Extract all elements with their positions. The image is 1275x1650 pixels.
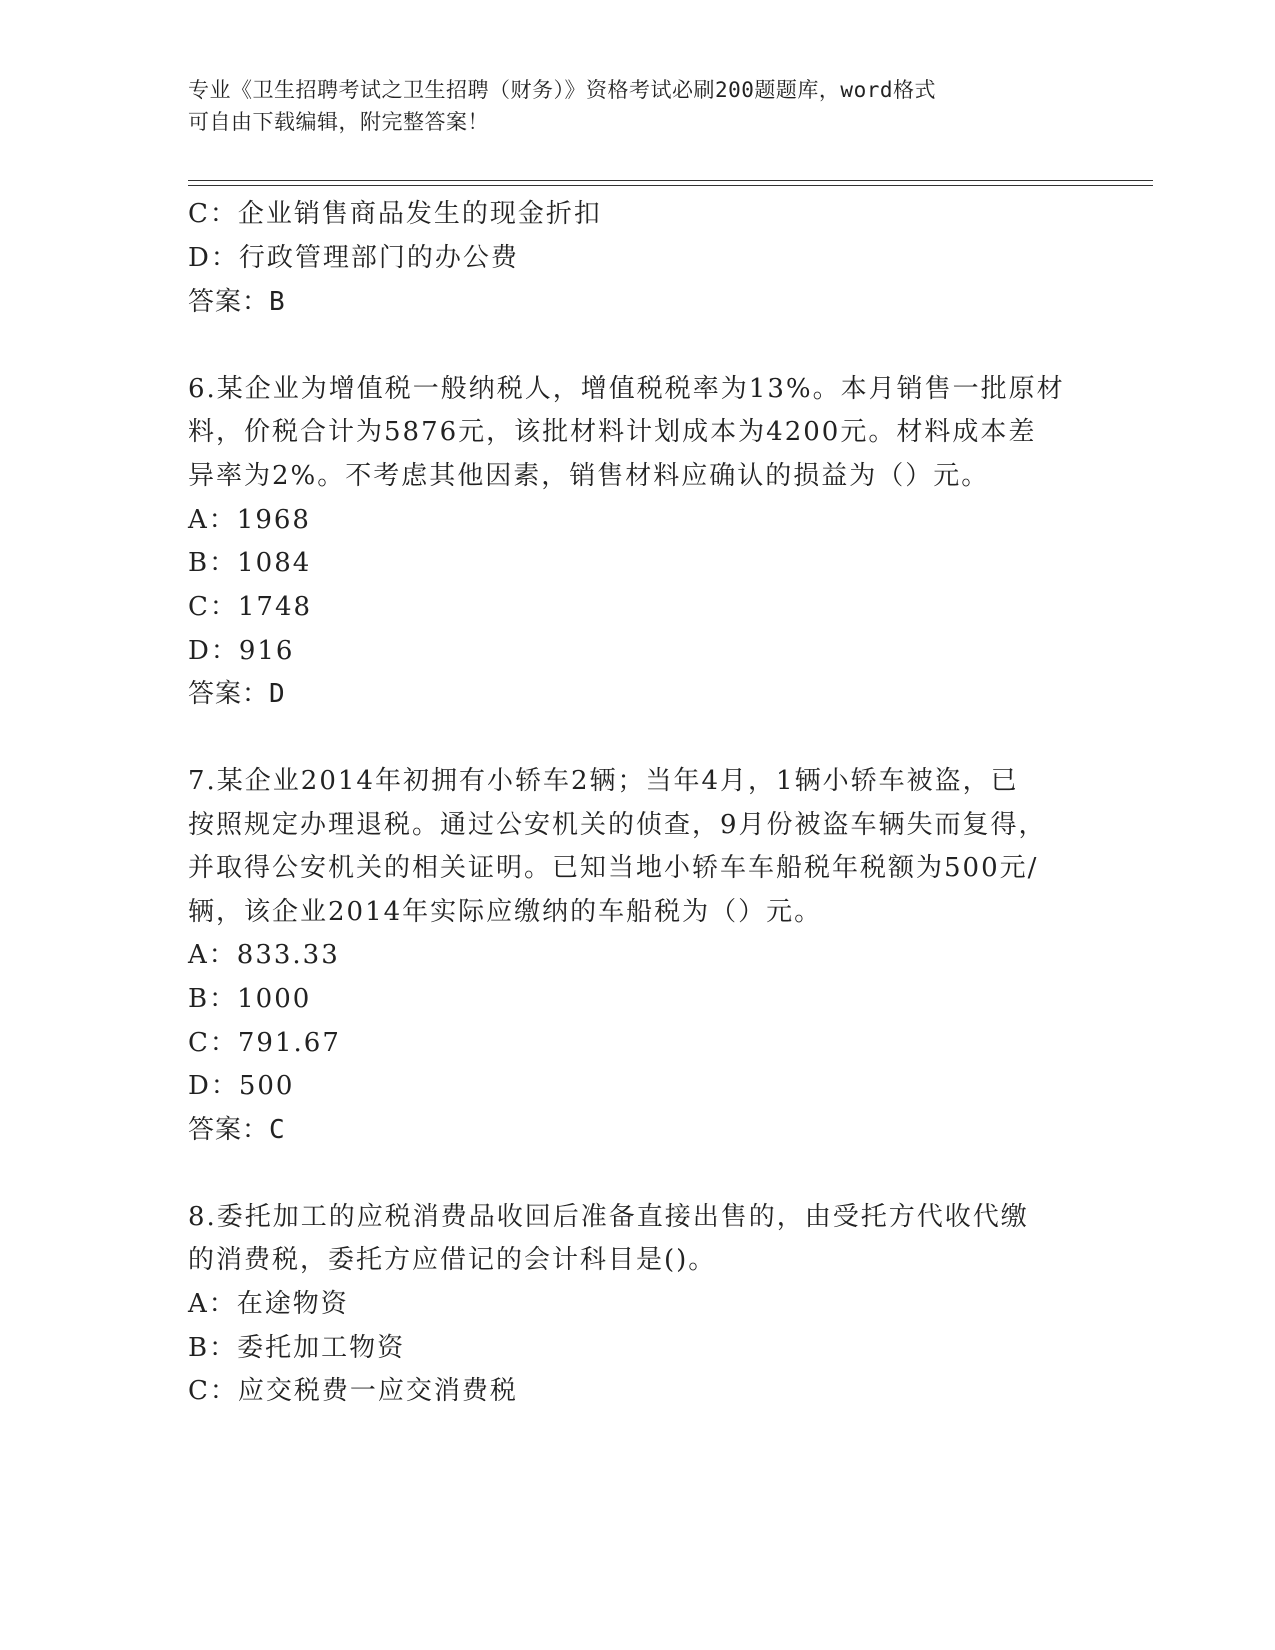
answer-q5: 答案：B: [188, 287, 286, 317]
answer-q6: 答案：D: [188, 679, 286, 709]
question-7-line-3: 并取得公安机关的相关证明。已知当地小轿车车船税年税额为500元/: [188, 853, 1039, 883]
option-d-q5: D：行政管理部门的办公费: [188, 243, 519, 273]
option-c-q5: C：企业销售商品发生的现金折扣: [188, 199, 602, 229]
header-line-2: 可自由下载编辑，附完整答案！: [188, 110, 489, 134]
header-line-1: 专业《卫生招聘考试之卫生招聘（财务）》资格考试必刷200题题库，word格式: [188, 78, 936, 102]
question-8-line-1: 8.委托加工的应税消费品收回后准备直接出售的，由受托方代收代缴: [188, 1202, 1029, 1232]
option-c-q7: C：791.67: [188, 1028, 341, 1058]
answer-q7: 答案：C: [188, 1115, 286, 1145]
option-d-q7: D：500: [188, 1071, 295, 1101]
question-6-line-3: 异率为2%。不考虑其他因素，销售材料应确认的损益为（）元。: [188, 461, 990, 491]
question-8-line-2: 的消费税，委托方应借记的会计科目是()。: [188, 1245, 717, 1275]
question-6-line-2: 料，价税合计为5876元，该批材料计划成本为4200元。材料成本差: [188, 417, 1037, 447]
option-b-q6: B：1084: [188, 548, 312, 578]
option-b-q7: B：1000: [188, 984, 312, 1014]
option-a-q6: A：1968: [188, 505, 311, 535]
question-7-line-4: 辆，该企业2014年实际应缴纳的车船税为（）元。: [188, 897, 823, 927]
option-c-q8: C：应交税费一应交消费税: [188, 1376, 518, 1406]
question-7-line-2: 按照规定办理退税。通过公安机关的侦查，9月份被盗车辆失而复得，: [188, 810, 1047, 840]
option-b-q8: B：委托加工物资: [188, 1333, 406, 1363]
question-7-line-1: 7.某企业2014年初拥有小轿车2辆；当年4月，1辆小轿车被盗，已: [188, 766, 1019, 796]
option-a-q8: A：在途物资: [188, 1289, 349, 1319]
page-header: [188, 74, 1068, 138]
header-divider-bottom: [188, 185, 1153, 186]
option-d-q6: D：916: [188, 636, 295, 666]
question-6-line-1: 6.某企业为增值税一般纳税人，增值税税率为13%。本月销售一批原材: [188, 374, 1065, 404]
option-c-q6: C：1748: [188, 592, 313, 622]
option-a-q7: A：833.33: [188, 940, 340, 970]
header-divider-top: [188, 180, 1153, 181]
